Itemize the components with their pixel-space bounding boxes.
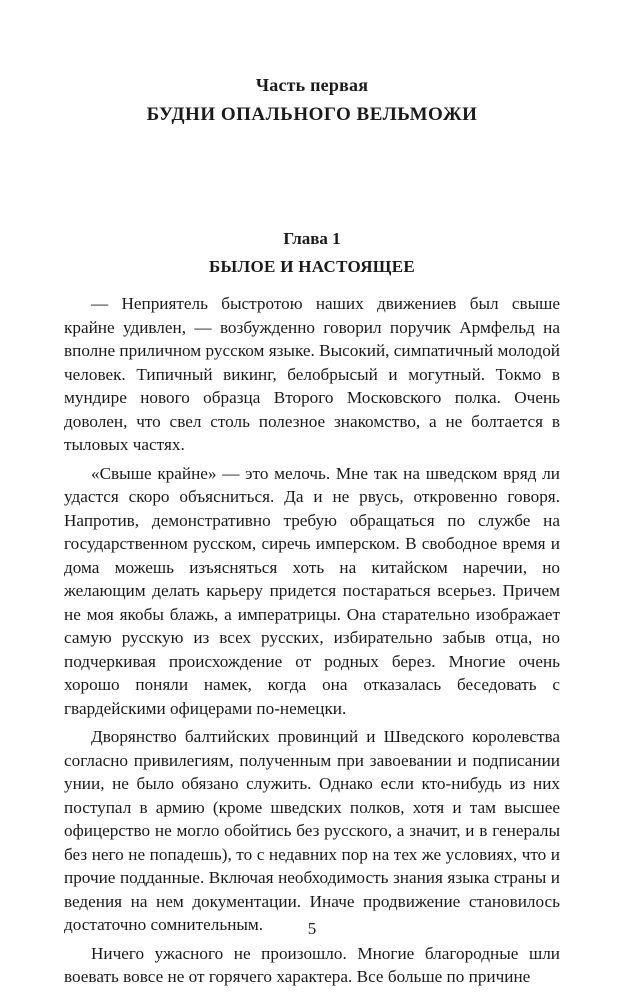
part-title: БУДНИ ОПАЛЬНОГО ВЕЛЬМОЖИ bbox=[146, 104, 478, 125]
chapter-header bbox=[0, 227, 624, 280]
paragraph: «Свыше крайне» — это мелочь. Мне так на шведском вряд ли удастся скоро объясниться. Да и не рвусь, откровенно говоря. Напротив, демонстративно требую обращаться по службе на государственном русском, сиречь имперском. В свободное время и дома можешь изъясняться хоть на китайском наречии, но желающим делать карьеру придется постараться всерьез. Причем не моя якобы блажь, а императрицы. Она старательно изображает самую русскую из всех русских, избирательно забыв отца, но подчеркивая происхождение от родных берез. Многие очень хорошо поняли намек, когда она отказалась беседовать с гвардейскими офицерами по-немецки. bbox=[64, 463, 560, 718]
paragraph: Дворянство балтийских провинций и Шведского королевства согласно привилегиям, полученным при завоевании и подписании унии, не было обязано служить. Однако если кто-нибудь из них поступал в армию (кроме шведских полков, хотя и там высшее офицерство не могло обойтись без русского, а значит, и в генералы без него не попадешь), то с недавних пор на тех же условиях, что и прочие подданные. Включая необходимость знания языка страны и ведения на нем документации. Иначе продвижение становилось достаточно сомнительным. bbox=[64, 727, 560, 934]
paragraph: — Неприятель быстротою наших движениев был свыше крайне удивлен, — возбужденно говорил поручик Армфельд на вполне приличном русском языке. Высокий, симпатичный молодой человек. Типичный викинг, белобрысый и могутный. Токмо в мундире нового образца Второго Московского полка. Очень доволен, что свел столь полезное знакомство, а не болтается в тыловых частях. bbox=[64, 294, 560, 454]
body-text bbox=[64, 292, 560, 994]
part-label: Часть первая bbox=[255, 75, 369, 95]
chapter-title: БЫЛОЕ И НАСТОЯЩЕЕ bbox=[208, 257, 416, 276]
paragraph: Ничего ужасного не произошло. Многие благородные шли воевать вовсе не от горячего характера. Все больше по причине bbox=[64, 943, 560, 986]
part-header bbox=[0, 73, 624, 130]
page-number: 5 bbox=[307, 919, 317, 938]
chapter-label: Глава 1 bbox=[283, 229, 341, 248]
